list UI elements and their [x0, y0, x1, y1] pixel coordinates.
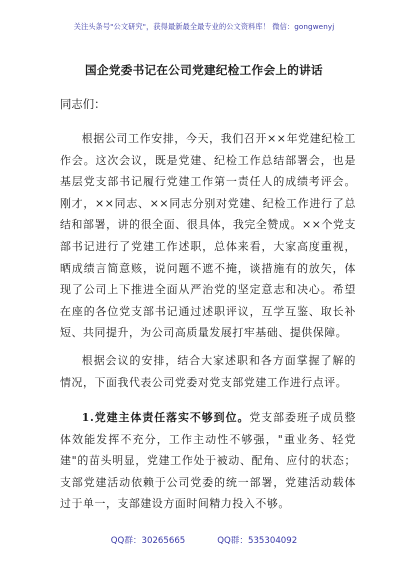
- qq-group-2: QQ群：535304092: [217, 536, 298, 546]
- paragraph-review-intro: 根据会议的安排，结合大家述职和各方面掌握了解的情况，下面我代表公司党委对党支部党建工作进行点评。: [60, 354, 356, 389]
- promo-banner: 关注头条号"公文研究"，获得最新最全最专业的公文资料库！ 微信：gongwenyj: [73, 22, 335, 31]
- section-1: [60, 407, 356, 515]
- paragraph-opening: 根据公司工作安排，今天，我们召开××年党建纪检工作会。这次会议，既是党建、纪检工作总结部署会，也是基层党支部书记履行党建工作第一责任人的成绩考评会。刚才，××同志、××同志分别对党建、纪检工作进行了总结和部署，讲的很全面、很具体，我完全赞成。××个党支部书记进行了党建工作述职，总体来看，大家高度重视，晒成绩言简意赅，说问题不遮不掩，谈措施有的放矢，体现了公司上下推进全面从严治党的坚定意志和决心。希望在座的各位党支部书记通过述职评议，互学互鉴、取长补短、共同提升，为公司高质量发展打牢基础、提供保障。: [60, 132, 356, 340]
- section-1-heading: 1.党建主体责任落实不够到位。: [81, 411, 250, 424]
- section-1-text: 党支部委班子成员整体效能发挥不充分，工作主动性不够强，"重业务、轻党建"的苗头明显，党建工作处于被动、配角、应付的状态；支部党建活动依赖于公司党委的统一部署，党建活动载体过于单一，支部建设方面时间精力投入不够。: [60, 411, 357, 511]
- salutation: 同志们：: [60, 97, 106, 111]
- document-title: 国企党委书记在公司党建纪检工作会上的讲话: [85, 63, 323, 77]
- footer-qq-groups: [0, 534, 408, 546]
- qq-group-1: QQ群：30265665: [110, 536, 186, 546]
